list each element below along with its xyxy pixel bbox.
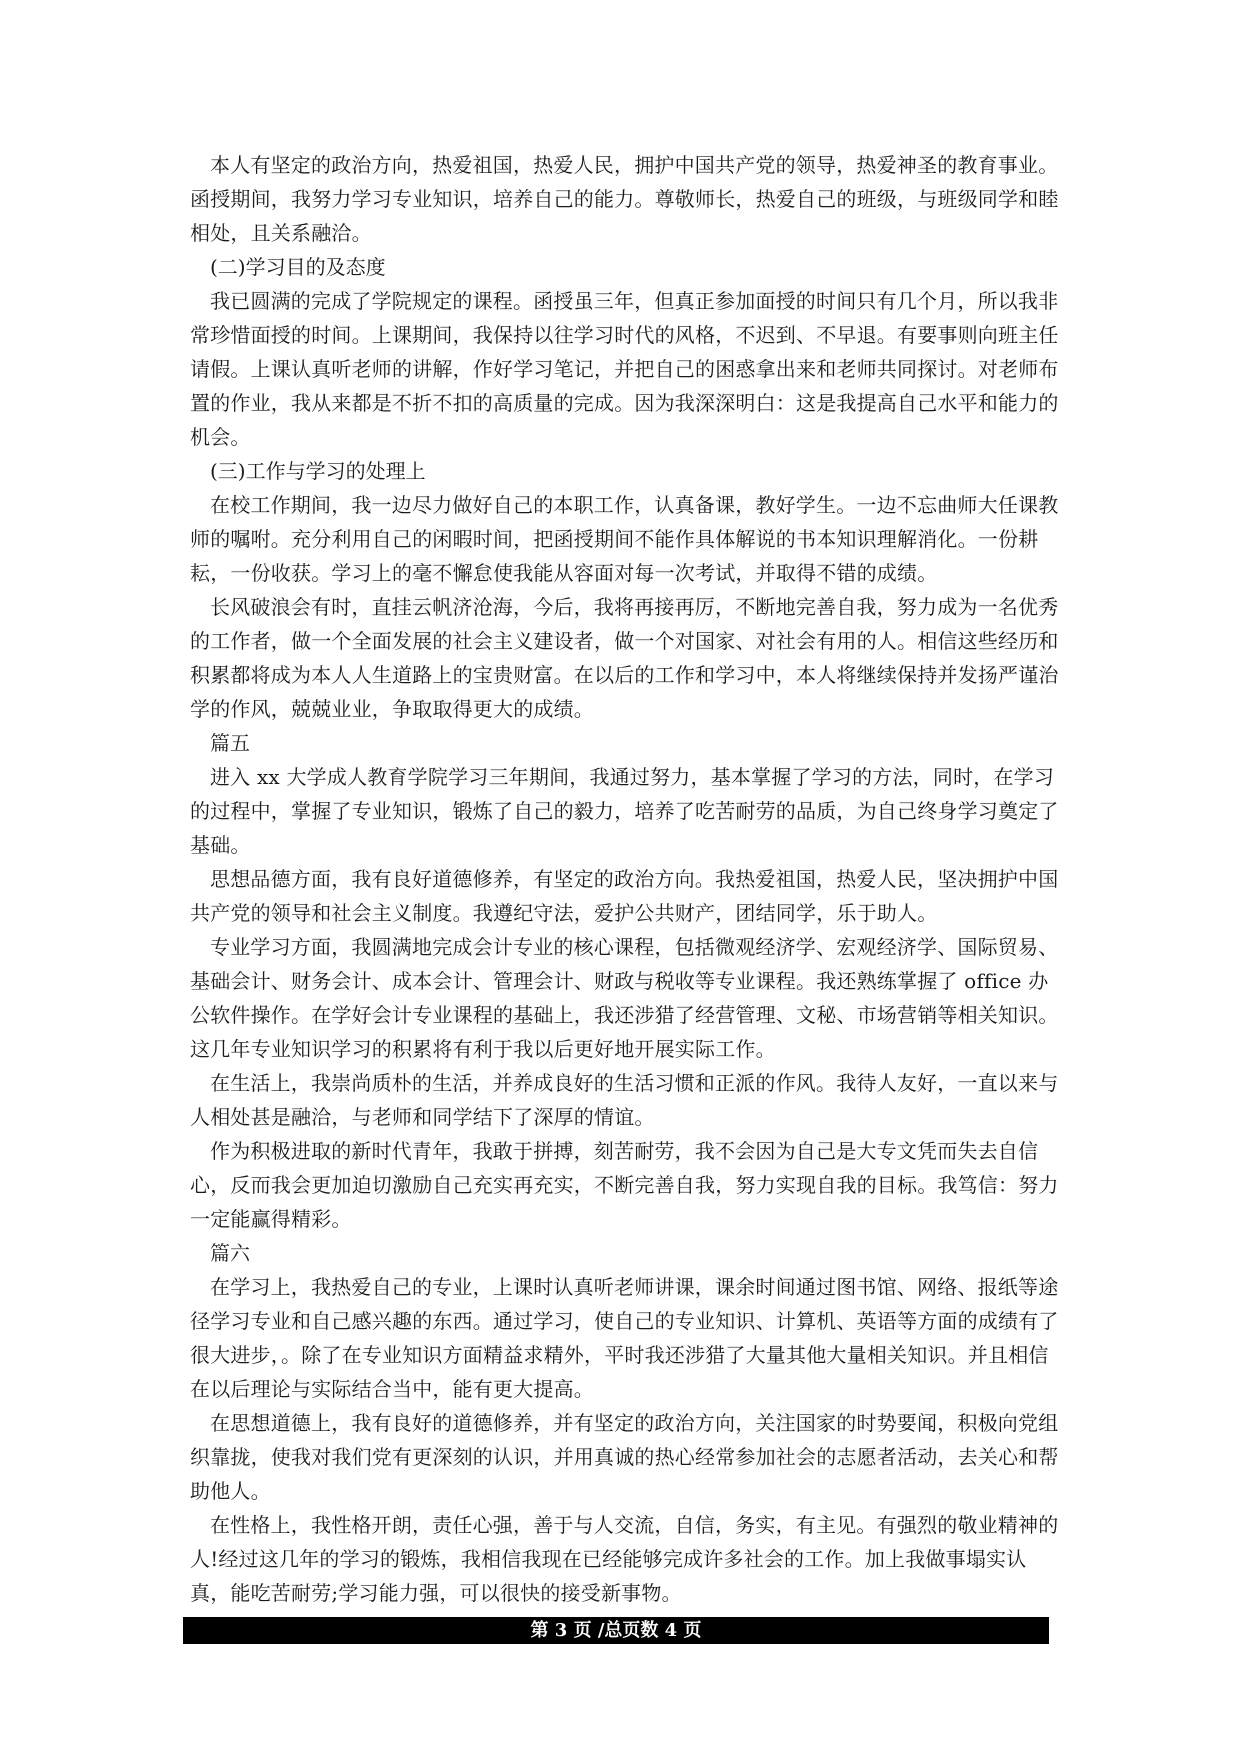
paragraph: 在思想道德上，我有良好的道德修养，并有坚定的政治方向，关注国家的时势要闻，积极向党组织靠拢，使我对我们党有更深刻的认识，并用真诚的热心经常参加社会的志愿者活动，去关心和帮助他人。 xyxy=(190,1411,1059,1503)
paragraph: 专业学习方面，我圆满地完成会计专业的核心课程，包括微观经济学、宏观经济学、国际贸易、基础会计、财务会计、成本会计、管理会计、财政与税收等专业课程。我还熟练掌握了 office 办公软件操作。在学好会计专业课程的基础上，我还涉猎了经营管理、文秘、市场营销等相关知识。这几年专业知识学习的积累将有利于我以后更好地开展实际工作。 xyxy=(190,935,1059,1061)
document-body xyxy=(190,148,1060,1610)
paragraph: 在校工作期间，我一边尽力做好自己的本职工作，认真备课，教好学生。一边不忘曲师大任课教师的嘱咐。充分利用自己的闲暇时间，把函授期间不能作具体解说的书本知识理解消化。一份耕耘，一份收获。学习上的毫不懈怠使我能从容面对每一次考试，并取得不错的成绩。 xyxy=(190,493,1059,585)
paragraph: 作为积极进取的新时代青年，我敢于拼搏，刻苦耐劳，我不会因为自己是大专文凭而失去自信心，反而我会更加迫切激励自己充实再充实，不断完善自我，努力实现自我的目标。我笃信：努力一定能赢得精彩。 xyxy=(190,1139,1059,1231)
section-heading: 篇六 xyxy=(210,1241,250,1265)
paragraph: 本人有坚定的政治方向，热爱祖国，热爱人民，拥护中国共产党的领导，热爱神圣的教育事业。函授期间，我努力学习专业知识，培养自己的能力。尊敬师长，热爱自己的班级，与班级同学和睦相处，且关系融洽。 xyxy=(190,153,1059,245)
section-heading: (二)学习目的及态度 xyxy=(210,255,386,279)
paragraph: 进入 xx 大学成人教育学院学习三年期间，我通过努力，基本掌握了学习的方法，同时，在学习的过程中，掌握了专业知识，锻炼了自己的毅力，培养了吃苦耐劳的品质，为自己终身学习奠定了基础。 xyxy=(190,765,1059,857)
page-number-label: 第 3 页 /总页数 4 页 xyxy=(530,1620,702,1641)
page-footer xyxy=(183,1617,1049,1644)
paragraph: 在学习上，我热爱自己的专业，上课时认真听老师讲课，课余时间通过图书馆、网络、报纸等途径学习专业和自己感兴趣的东西。通过学习，使自己的专业知识、计算机、英语等方面的成绩有了很大进步，。除了在专业知识方面精益求精外，平时我还涉猎了大量其他大量相关知识。并且相信在以后理论与实际结合当中，能有更大提高。 xyxy=(190,1275,1059,1401)
paragraph: 思想品德方面，我有良好道德修养，有坚定的政治方向。我热爱祖国，热爱人民，坚决拥护中国共产党的领导和社会主义制度。我遵纪守法，爱护公共财产，团结同学，乐于助人。 xyxy=(190,867,1059,925)
paragraph: 我已圆满的完成了学院规定的课程。函授虽三年，但真正参加面授的时间只有几个月，所以我非常珍惜面授的时间。上课期间，我保持以往学习时代的风格，不迟到、不早退。有要事则向班主任请假。上课认真听老师的讲解，作好学习笔记，并把自己的困惑拿出来和老师共同探讨。对老师布置的作业，我从来都是不折不扣的高质量的完成。因为我深深明白：这是我提高自己水平和能力的机会。 xyxy=(190,289,1059,449)
paragraph: 长风破浪会有时，直挂云帆济沧海，今后，我将再接再厉，不断地完善自我，努力成为一名优秀的工作者，做一个全面发展的社会主义建设者，做一个对国家、对社会有用的人。相信这些经历和积累都将成为本人人生道路上的宝贵财富。在以后的工作和学习中，本人将继续保持并发扬严谨治学的作风，兢兢业业，争取取得更大的成绩。 xyxy=(190,595,1059,721)
section-heading: (三)工作与学习的处理上 xyxy=(210,459,426,483)
paragraph: 在生活上，我崇尚质朴的生活，并养成良好的生活习惯和正派的作风。我待人友好，一直以来与人相处甚是融洽，与老师和同学结下了深厚的情谊。 xyxy=(190,1071,1059,1129)
section-heading: 篇五 xyxy=(210,731,250,755)
paragraph: 在性格上，我性格开朗，责任心强，善于与人交流，自信，务实，有主见。有强烈的敬业精神的人!经过这几年的学习的锻炼，我相信我现在已经能够完成许多社会的工作。加上我做事塌实认真，能吃苦耐劳;学习能力强，可以很快的接受新事物。 xyxy=(190,1513,1059,1605)
